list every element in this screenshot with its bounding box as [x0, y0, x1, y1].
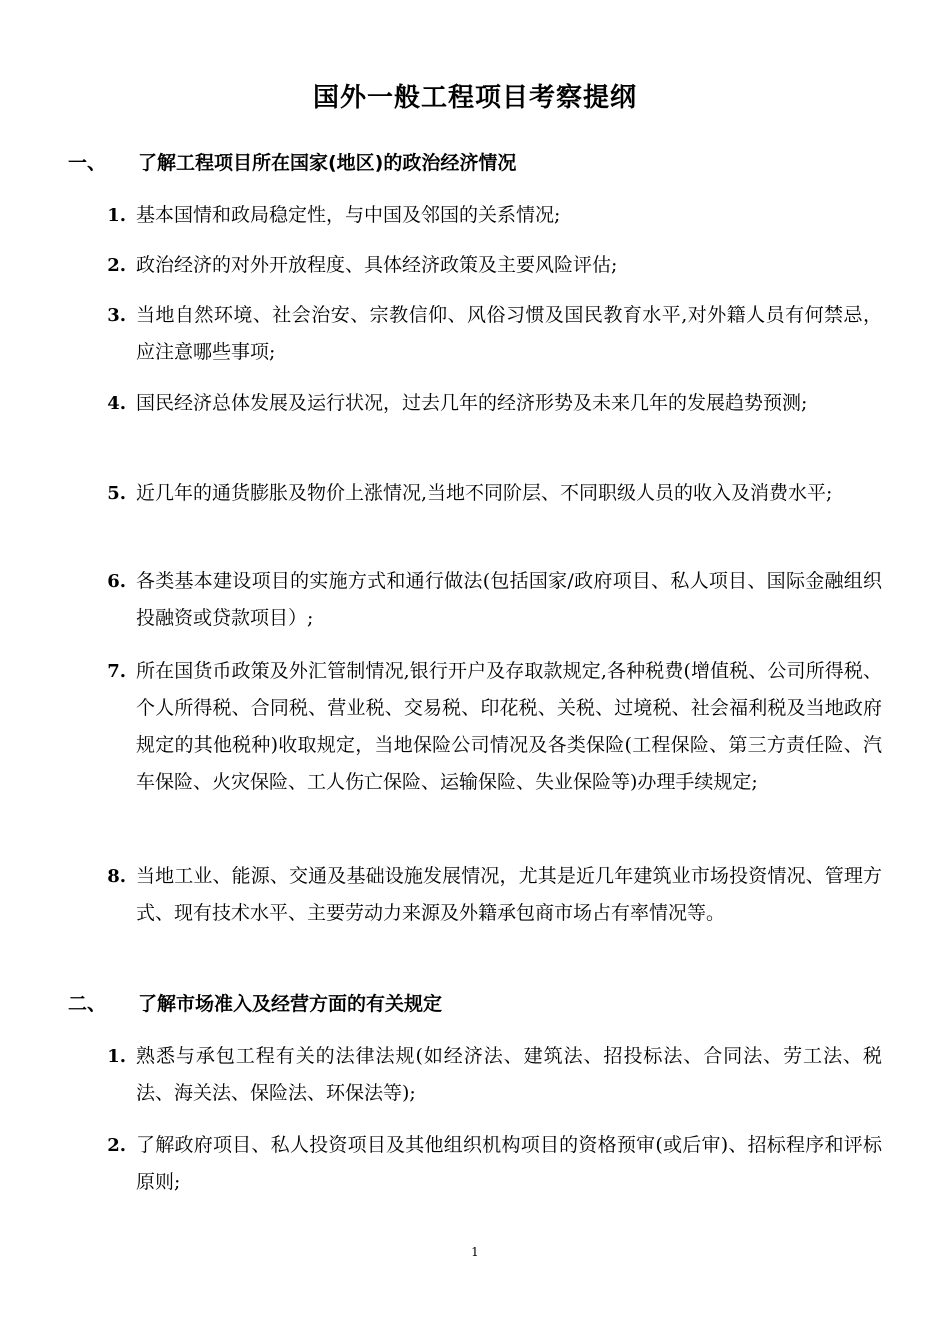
item-number: 4. [107, 393, 126, 414]
section-number: 二、 [68, 993, 107, 1015]
item-text: 所在国货币政策及外汇管制情况,银行开户及存取款规定,各种税费(增值税、公司所得税、个人所得税、合同税、营业税、交易税、印花税、关税、过境税、社会福利税及当地政府规定的其他税种)收取规定，当地保险公司情况及各类保险(工程保险、第三方责任险、汽车保险、火灾保险、工人伤亡保险、运输保险、失业保险等)办理手续规定; [136, 660, 882, 793]
item-text: 国民经济总体发展及运行状况，过去几年的经济形势及未来几年的发展趋势预测; [136, 392, 808, 414]
section-heading-1 [68, 148, 516, 178]
item-text: 当地工业、能源、交通及基础设施发展情况，尤其是近几年建筑业市场投资情况、管理方式、现有技术水平、主要劳动力来源及外籍承包商市场占有率情况等。 [136, 865, 882, 924]
document-title: 国外一般工程项目考察提纲 [312, 83, 637, 113]
item-number: 6. [107, 571, 126, 592]
item-text: 近几年的通货膨胀及物价上涨情况,当地不同阶层、不同职级人员的收入及消费水平; [136, 482, 833, 504]
item-number: 5. [107, 483, 126, 504]
section-heading-2 [68, 989, 442, 1019]
page-number: 1 [471, 1245, 479, 1259]
item-text: 了解政府项目、私人投资项目及其他组织机构项目的资格预审(或后审)、招标程序和评标原则; [136, 1134, 882, 1193]
item-text: 政治经济的对外开放程度、具体经济政策及主要风险评估; [136, 254, 618, 276]
item-text: 熟悉与承包工程有关的法律法规(如经济法、建筑法、招投标法、合同法、劳工法、税法、海关法、保险法、环保法等); [136, 1045, 882, 1104]
section-number: 一、 [68, 152, 107, 174]
section-title: 了解市场准入及经营方面的有关规定 [138, 993, 443, 1015]
item-number: 7. [107, 661, 126, 682]
item-text: 各类基本建设项目的实施方式和通行做法(包括国家/政府项目、私人项目、国际金融组织投融资或贷款项目）; [136, 570, 882, 629]
item-number: 8. [107, 866, 126, 887]
item-text: 基本国情和政局稳定性，与中国及邻国的关系情况; [136, 204, 561, 226]
item-text: 当地自然环境、社会治安、宗教信仰、风俗习惯及国民教育水平,对外籍人员有何禁忌，应注意哪些事项; [136, 304, 882, 363]
item-number: 1. [107, 205, 126, 226]
item-number: 2. [107, 1135, 126, 1156]
section-title: 了解工程项目所在国家(地区)的政治经济情况 [138, 152, 517, 174]
item-number: 1. [107, 1046, 126, 1067]
item-number: 3. [107, 305, 126, 326]
item-number: 2. [107, 255, 126, 276]
